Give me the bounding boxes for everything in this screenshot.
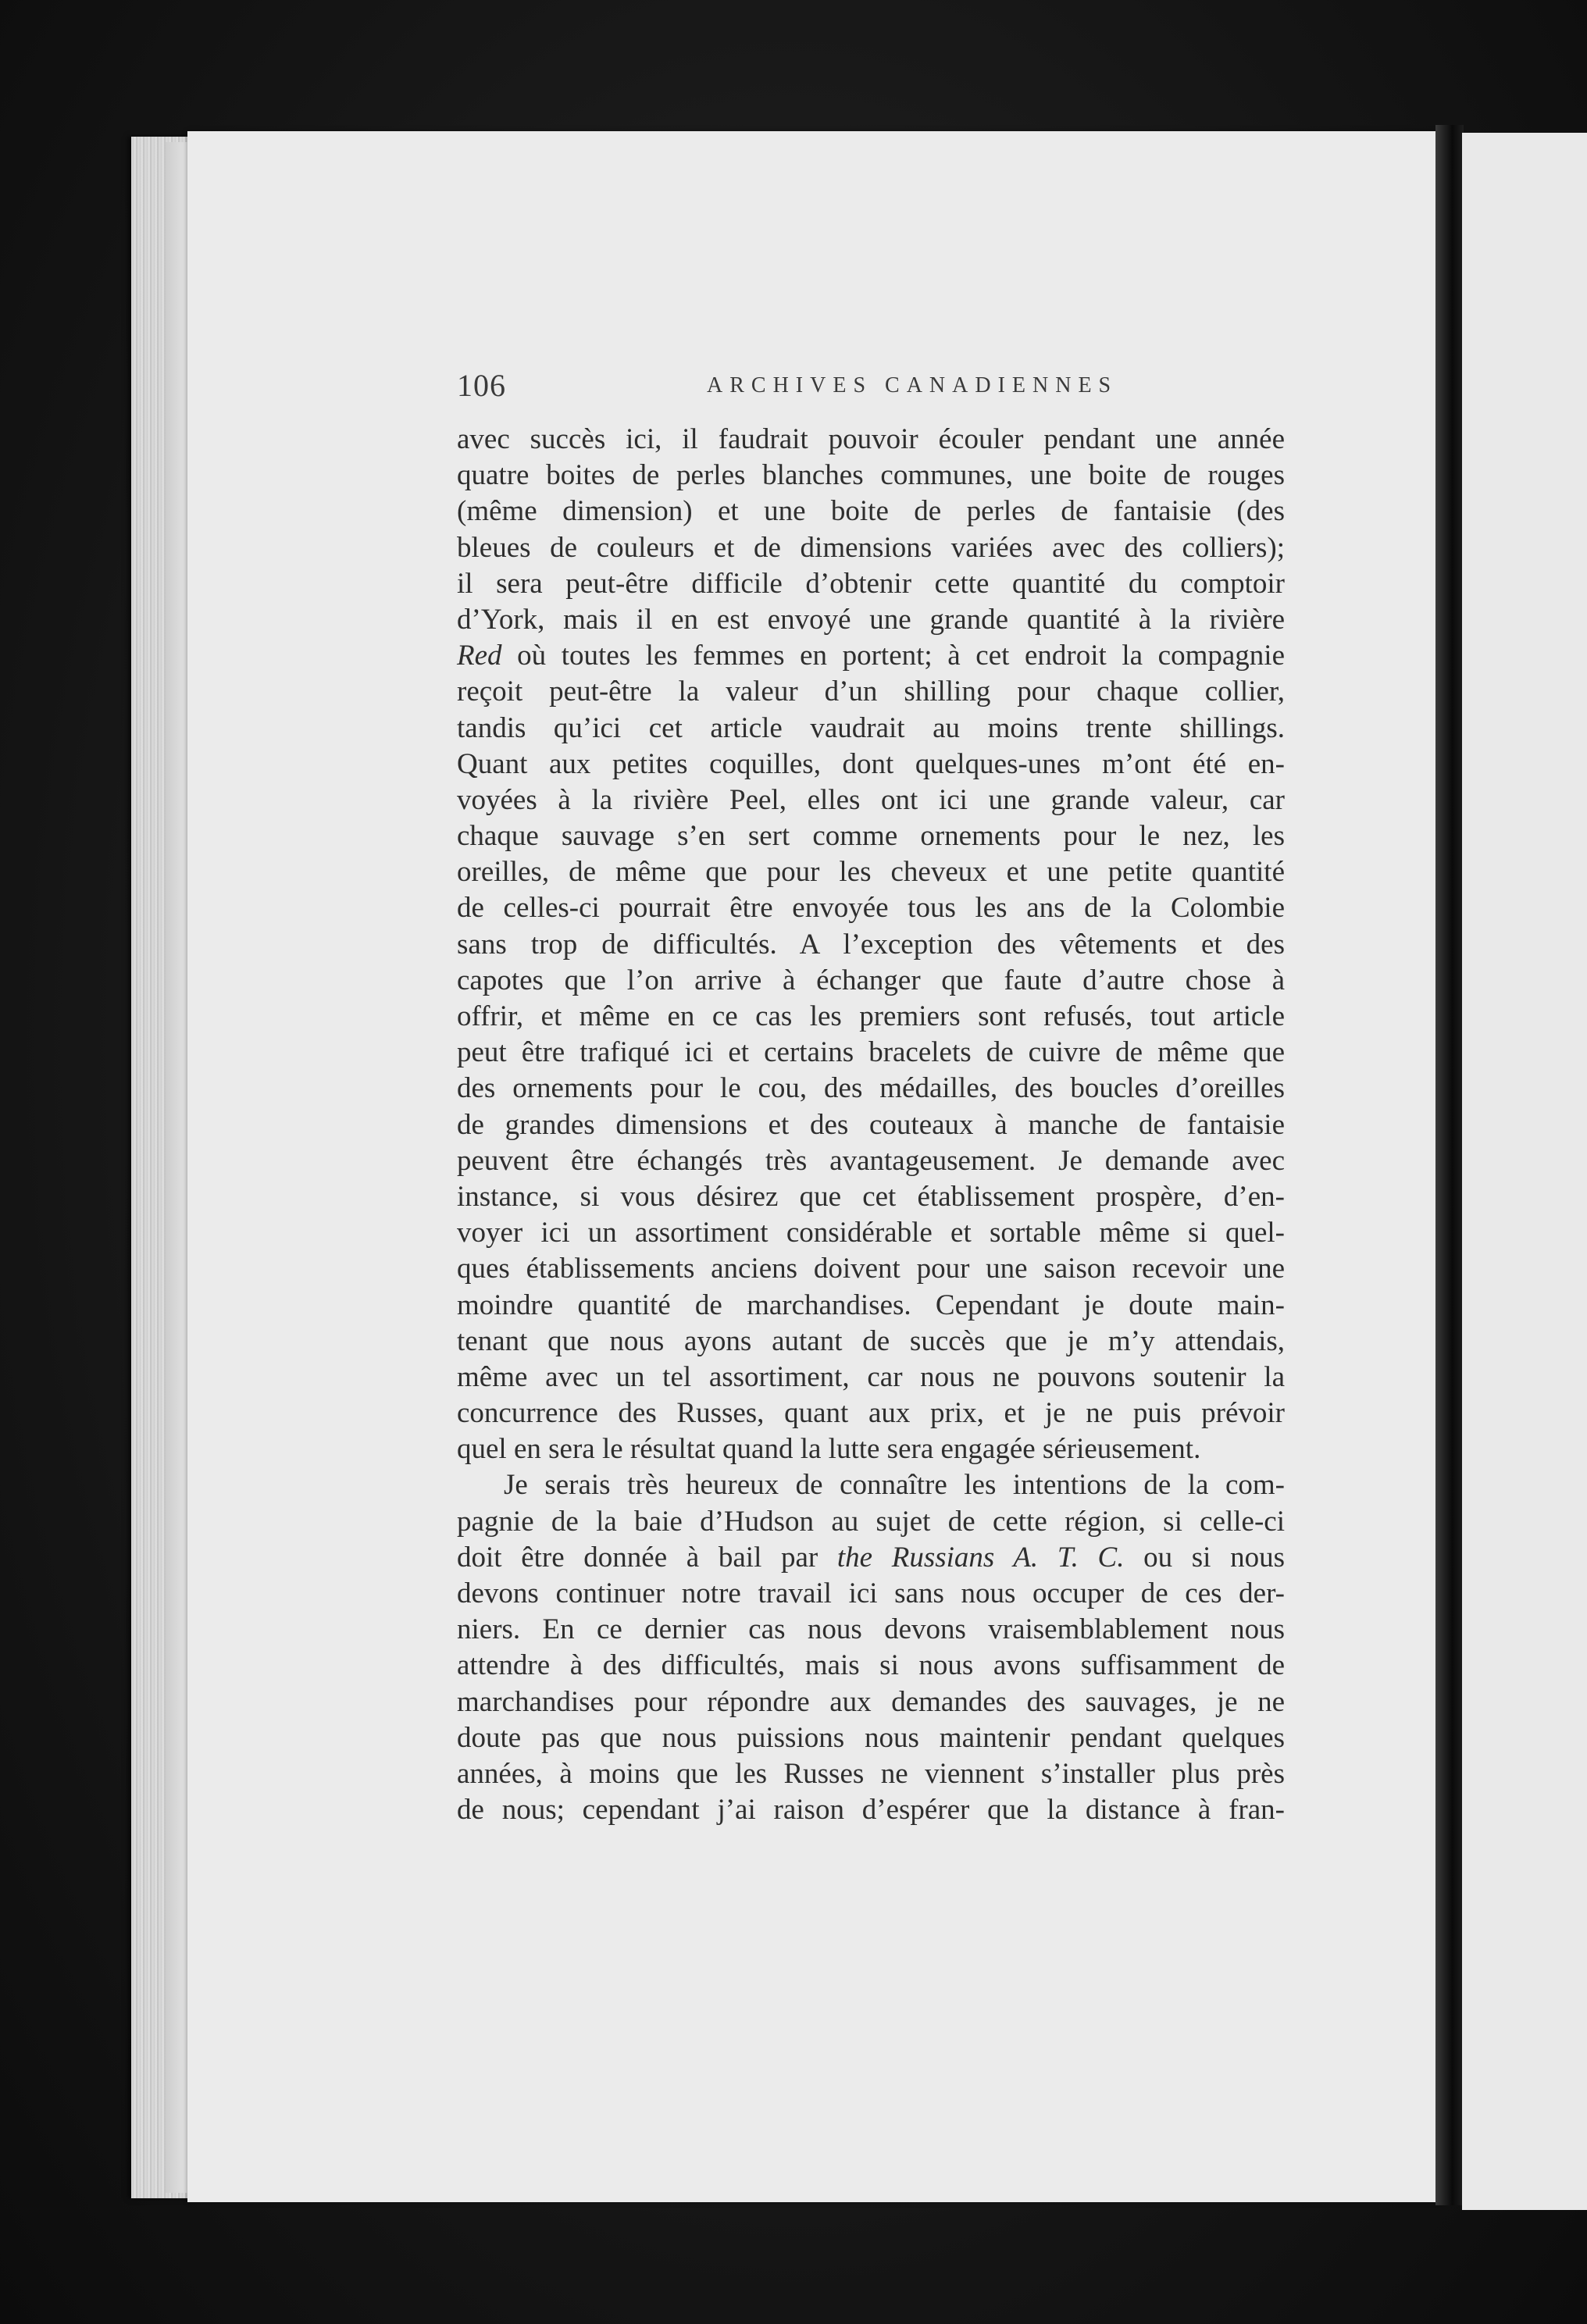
text-line: doit être donnée à bail par the Russians A. T. C. ou si nous — [457, 1541, 1286, 1574]
facing-page — [1462, 133, 1587, 2210]
text-line: oreilles, de même que pour les cheveux et une petite quantité — [457, 856, 1285, 889]
text-line: ques établissements anciens doivent pour une saison recevoir une — [457, 1253, 1285, 1285]
text-line: Quant aux petites coquilles, dont quelques-unes m’ont été en- — [457, 747, 1285, 780]
text-line: capotes que l’on arrive à échanger que faute d’autre chose à — [457, 964, 1285, 996]
text-line: Red où toutes les femmes en portent; à cet endroit la compagnie — [457, 640, 1285, 672]
text-line: tandis qu’ici cet article vaudrait au moins trente shillings. — [457, 711, 1285, 744]
text-line: de grandes dimensions et des couteaux à manche de fantaisie — [457, 1108, 1285, 1141]
text-line: attendre à des difficultés, mais si nous avons suffisamment de — [457, 1649, 1285, 1682]
text-line: pagnie de la baie d’Hudson au sujet de cette région, si celle-ci — [457, 1505, 1285, 1538]
text-line: concurrence des Russes, quant aux prix, et je ne puis prévoir — [457, 1397, 1285, 1430]
text-line: il sera peut-être difficile d’obtenir cette quantité du comptoir — [457, 567, 1285, 600]
page-number: 106 — [457, 368, 506, 403]
body-text — [457, 422, 1285, 1828]
text-line: quatre boites de perles blanches communes, une boite de rouges — [457, 459, 1285, 492]
text-line: instance, si vous désirez que cet établissement prospère, d’en- — [457, 1180, 1285, 1213]
text-line: (même dimension) et une boite de perles de fantaisie (des — [457, 495, 1285, 528]
text-line: quel en sera le résultat quand la lutte sera engagée sérieusement. — [457, 1433, 1201, 1466]
text-line: chaque sauvage s’en sert comme ornements pour le nez, les — [457, 820, 1285, 853]
text-line: offrir, et même en ce cas les premiers sont refusés, tout article — [457, 1000, 1285, 1032]
text-line: de celles-ci pourrait être envoyée tous les ans de la Colombie — [457, 892, 1285, 925]
text-line: devons continuer notre travail ici sans nous occuper de ces der- — [457, 1577, 1285, 1609]
text-line: d’York, mais il en est envoyé une grande quantité à la rivière — [457, 603, 1285, 636]
text-line: même avec un tel assortiment, car nous ne pouvons soutenir la — [457, 1360, 1285, 1393]
text-line: tenant que nous ayons autant de succès que je m’y attendais, — [457, 1324, 1285, 1357]
text-line: de nous; cependant j’ai raison d’espérer que la distance à fran- — [457, 1794, 1285, 1827]
page-header — [457, 367, 1285, 414]
book-gutter — [1435, 125, 1464, 2205]
text-line: voyer ici un assortiment considérable et sortable même si quel- — [457, 1217, 1285, 1249]
text-line: voyées à la rivière Peel, elles ont ici une grande valeur, car — [457, 783, 1285, 816]
text-line: moindre quantité de marchandises. Cependant je doute main- — [457, 1289, 1285, 1321]
text-line: peuvent être échangés très avantageusement. Je demande avec — [457, 1144, 1285, 1177]
text-line: marchandises pour répondre aux demandes des sauvages, je ne — [457, 1685, 1285, 1718]
text-line: doute pas que nous puissions nous maintenir pendant quelques — [457, 1721, 1285, 1754]
text-line: Je serais très heureux de connaître les intentions de la com- — [504, 1469, 1285, 1502]
text-line: bleues de couleurs et de dimensions variées avec des colliers); — [457, 531, 1285, 564]
text-line: années, à moins que les Russes ne viennent s’installer plus près — [457, 1757, 1285, 1790]
text-line: sans trop de difficultés. A l’exception des vêtements et des — [457, 928, 1285, 961]
text-line: reçoit peut-être la valeur d’un shilling pour chaque collier, — [457, 675, 1285, 708]
text-line: niers. En ce dernier cas nous devons vraisemblablement nous — [457, 1613, 1285, 1646]
text-line: peut être trafiqué ici et certains bracelets de cuivre de même que — [457, 1036, 1285, 1069]
text-line: avec succès ici, il faudrait pouvoir écouler pendant une année — [457, 423, 1285, 455]
running-title: ARCHIVES CANADIENNES — [707, 373, 1118, 397]
text-line: des ornements pour le cou, des médailles, des boucles d’oreilles — [457, 1072, 1285, 1105]
